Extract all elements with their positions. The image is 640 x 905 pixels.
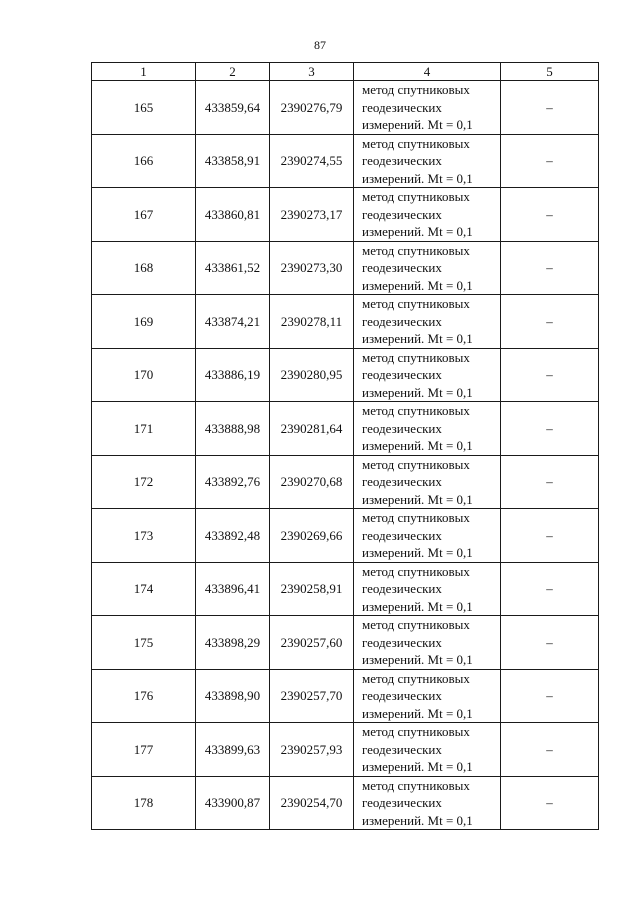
coordinate-x-cell: 433859,64: [196, 81, 270, 135]
method-line: измерений. Mt = 0,1: [362, 491, 473, 507]
method-line: геодезических: [362, 367, 442, 382]
method-line: измерений. Mt = 0,1: [362, 224, 473, 239]
table-row: [92, 723, 599, 777]
method-cell: [354, 616, 501, 670]
method-cell: [354, 295, 501, 349]
coordinate-x-cell: 433858,91: [196, 134, 270, 188]
method-line: геодезических: [362, 206, 442, 222]
note-cell: –: [501, 241, 599, 295]
method-line: измерений. Mt = 0,1: [362, 545, 473, 560]
point-number-cell: 167: [92, 188, 196, 242]
table-row: [92, 348, 599, 402]
method-line: измерений. Mt = 0,1: [362, 598, 473, 614]
method-line: измерений. Mt = 0,1: [362, 170, 473, 186]
note-cell: –: [501, 616, 599, 670]
point-number-cell: 169: [92, 295, 196, 349]
note-cell: –: [501, 455, 599, 509]
note-cell: –: [501, 723, 599, 777]
point-number-cell: 165: [92, 81, 196, 135]
table-body: [92, 63, 599, 830]
note-cell: –: [501, 669, 599, 723]
point-number-cell: 172: [92, 455, 196, 509]
method-cell: [354, 81, 501, 135]
method-cell: [354, 134, 501, 188]
table-row: [92, 402, 599, 456]
note-cell: –: [501, 562, 599, 616]
method-line: геодезических: [362, 420, 442, 436]
method-line: измерений. Mt = 0,1: [362, 812, 473, 828]
method-line: геодезических: [362, 634, 442, 650]
method-line: измерений. Mt = 0,1: [362, 705, 473, 721]
method-line: геодезических: [362, 581, 442, 596]
coordinate-y-cell: 2390257,93: [270, 723, 354, 777]
point-number-cell: 166: [92, 134, 196, 188]
method-line: измерений. Mt = 0,1: [362, 438, 473, 453]
table-row: [92, 616, 599, 670]
point-number-cell: 171: [92, 402, 196, 456]
method-line: измерений. Mt = 0,1: [362, 117, 473, 132]
method-line: измерений. Mt = 0,1: [362, 652, 473, 667]
method-line: геодезических: [362, 474, 442, 489]
table-header-row: [92, 63, 599, 81]
method-line: метод спутниковых: [362, 617, 470, 632]
table-row: [92, 134, 599, 188]
coordinate-x-cell: 433892,48: [196, 509, 270, 563]
coordinate-x-cell: 433896,41: [196, 562, 270, 616]
method-line: измерений. Mt = 0,1: [362, 384, 473, 400]
coordinate-y-cell: 2390276,79: [270, 81, 354, 135]
table-row: [92, 241, 599, 295]
table-row: [92, 81, 599, 135]
page-number: 87: [314, 38, 326, 52]
method-line: метод спутниковых: [362, 82, 470, 97]
coordinate-x-cell: 433899,63: [196, 723, 270, 777]
method-cell: [354, 723, 501, 777]
method-line: метод спутниковых: [362, 135, 470, 151]
header-cell: 2: [196, 63, 270, 81]
method-line: метод спутниковых: [362, 563, 470, 579]
coordinate-y-cell: 2390257,60: [270, 616, 354, 670]
method-cell: [354, 402, 501, 456]
method-line: измерений. Mt = 0,1: [362, 277, 473, 293]
coordinate-y-cell: 2390258,91: [270, 562, 354, 616]
note-cell: –: [501, 134, 599, 188]
point-number-cell: 175: [92, 616, 196, 670]
note-cell: –: [501, 348, 599, 402]
method-line: метод спутниковых: [362, 242, 470, 258]
coordinate-y-cell: 2390280,95: [270, 348, 354, 402]
header-cell: 4: [354, 63, 501, 81]
coordinate-x-cell: 433888,98: [196, 402, 270, 456]
point-number-cell: 170: [92, 348, 196, 402]
point-number-cell: 174: [92, 562, 196, 616]
method-line: геодезических: [362, 260, 442, 275]
coordinate-x-cell: 433860,81: [196, 188, 270, 242]
method-cell: [354, 669, 501, 723]
note-cell: –: [501, 295, 599, 349]
point-number-cell: 177: [92, 723, 196, 777]
point-number-cell: 178: [92, 776, 196, 830]
method-cell: [354, 562, 501, 616]
coordinate-y-cell: 2390270,68: [270, 455, 354, 509]
method-cell: [354, 241, 501, 295]
method-line: метод спутниковых: [362, 510, 470, 525]
method-line: геодезических: [362, 99, 442, 115]
table-row: [92, 669, 599, 723]
method-line: измерений. Mt = 0,1: [362, 759, 473, 774]
coordinate-y-cell: 2390257,70: [270, 669, 354, 723]
coordinate-y-cell: 2390273,17: [270, 188, 354, 242]
point-number-cell: 168: [92, 241, 196, 295]
method-line: метод спутниковых: [362, 777, 470, 793]
method-cell: [354, 348, 501, 402]
coordinate-y-cell: 2390273,30: [270, 241, 354, 295]
method-cell: [354, 509, 501, 563]
method-line: геодезических: [362, 527, 442, 543]
method-cell: [354, 455, 501, 509]
method-line: геодезических: [362, 313, 442, 329]
header-cell: 3: [270, 63, 354, 81]
table-row: [92, 509, 599, 563]
coordinate-x-cell: 433874,21: [196, 295, 270, 349]
method-cell: [354, 188, 501, 242]
coordinate-y-cell: 2390274,55: [270, 134, 354, 188]
table-row: [92, 776, 599, 830]
table-row: [92, 295, 599, 349]
coordinate-y-cell: 2390278,11: [270, 295, 354, 349]
coordinate-x-cell: 433861,52: [196, 241, 270, 295]
method-line: метод спутниковых: [362, 349, 470, 365]
method-line: геодезических: [362, 741, 442, 757]
coordinate-x-cell: 433898,29: [196, 616, 270, 670]
note-cell: –: [501, 776, 599, 830]
point-number-cell: 173: [92, 509, 196, 563]
header-cell: 5: [501, 63, 599, 81]
note-cell: –: [501, 509, 599, 563]
method-line: метод спутниковых: [362, 403, 470, 418]
coordinate-y-cell: 2390254,70: [270, 776, 354, 830]
coordinate-y-cell: 2390281,64: [270, 402, 354, 456]
coordinates-table: [91, 62, 599, 830]
table-row: [92, 455, 599, 509]
note-cell: –: [501, 402, 599, 456]
note-cell: –: [501, 81, 599, 135]
point-number-cell: 176: [92, 669, 196, 723]
coordinate-y-cell: 2390269,66: [270, 509, 354, 563]
method-line: геодезических: [362, 795, 442, 810]
coordinate-x-cell: 433886,19: [196, 348, 270, 402]
coordinate-x-cell: 433892,76: [196, 455, 270, 509]
method-line: метод спутниковых: [362, 724, 470, 739]
note-cell: –: [501, 188, 599, 242]
table-row: [92, 562, 599, 616]
method-line: метод спутниковых: [362, 189, 470, 204]
method-cell: [354, 776, 501, 830]
coordinate-x-cell: 433900,87: [196, 776, 270, 830]
method-line: метод спутниковых: [362, 670, 470, 686]
table-row: [92, 188, 599, 242]
method-line: метод спутниковых: [362, 296, 470, 311]
method-line: геодезических: [362, 153, 442, 168]
method-line: геодезических: [362, 688, 442, 703]
header-cell: 1: [92, 63, 196, 81]
method-line: измерений. Mt = 0,1: [362, 331, 473, 346]
coordinate-x-cell: 433898,90: [196, 669, 270, 723]
method-line: метод спутниковых: [362, 456, 470, 472]
